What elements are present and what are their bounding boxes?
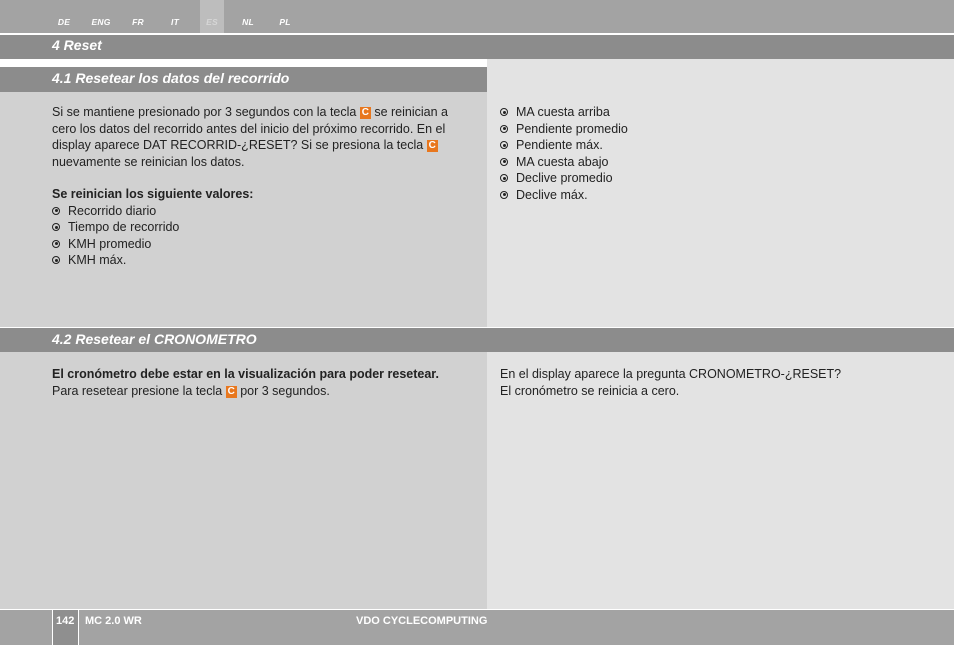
- section-header: [0, 35, 954, 59]
- bullet-icon: [500, 141, 508, 149]
- section-title: 4 Reset: [52, 37, 102, 53]
- c-key-icon: C: [428, 140, 436, 151]
- reset-paragraph: [52, 104, 467, 170]
- chrono-reset-line: El cronómetro se reinicia a cero.: [500, 383, 680, 398]
- subsection-header-4-2: [0, 328, 954, 352]
- subsection-title: 4.1 Resetear los datos del recorrido: [52, 70, 290, 86]
- subsection-4-1-left-text: [52, 104, 467, 269]
- list-item: KMH máx.: [52, 252, 467, 269]
- reset-paragraph-part-a: Si se mantiene presionado por 3 segundos con la tecla: [52, 105, 357, 119]
- list-item: MA cuesta abajo: [500, 154, 940, 171]
- subsection-4-1-right-text: [500, 104, 940, 203]
- bullet-icon: [52, 240, 60, 248]
- page-number: 142: [56, 615, 75, 627]
- list-item: Declive máx.: [500, 187, 940, 204]
- chrono-instruction-part-b: por 3 segundos.: [240, 383, 330, 398]
- lang-tab-eng[interactable]: ENG: [91, 17, 111, 27]
- model-name: MC 2.0 WR: [85, 615, 142, 627]
- list-item: MA cuesta arriba: [500, 104, 940, 121]
- subsection-4-2-right-text: [500, 366, 940, 399]
- bullet-icon: [500, 191, 508, 199]
- subsection-4-1-left-panel: [0, 92, 487, 327]
- list-item: Tiempo de recorrido: [52, 219, 467, 236]
- page-footer: [0, 610, 954, 645]
- bullet-icon: [500, 108, 508, 116]
- list-item: Declive promedio: [500, 170, 940, 187]
- subsection-4-2-right-panel: [487, 352, 954, 609]
- brand-name: VDO CYCLECOMPUTING: [356, 615, 488, 627]
- subsection-title: 4.2 Resetear el CRONOMETRO: [52, 331, 257, 347]
- lang-tab-it[interactable]: IT: [171, 17, 179, 27]
- subsection-4-2-left-panel: [0, 352, 487, 609]
- bullet-icon: [500, 158, 508, 166]
- bullet-icon: [500, 125, 508, 133]
- chrono-instruction-part-a: Para resetear presione la tecla: [52, 383, 223, 398]
- c-key-icon: C: [227, 385, 235, 397]
- subsection-4-2-left-text: [52, 366, 472, 399]
- lang-tab-pl[interactable]: PL: [279, 17, 291, 27]
- chrono-bold-note: El cronómetro debe estar en la visualización para poder resetear.: [52, 367, 439, 381]
- bullet-icon: [52, 207, 60, 215]
- bullet-icon: [500, 174, 508, 182]
- values-list-left: [52, 203, 467, 269]
- list-item: Recorrido diario: [52, 203, 467, 220]
- c-key-icon: C: [361, 107, 369, 118]
- values-heading: Se reinician los siguiente valores:: [52, 187, 254, 201]
- list-item: Pendiente máx.: [500, 137, 940, 154]
- subsection-4-1-right-panel: [487, 59, 954, 327]
- lang-tab-nl[interactable]: NL: [242, 17, 254, 27]
- chrono-display-line: En el display aparece la pregunta CRONOMETRO-¿RESET?: [500, 367, 842, 381]
- bullet-icon: [52, 256, 60, 264]
- bullet-icon: [52, 223, 60, 231]
- lang-tab-fr[interactable]: FR: [132, 17, 144, 27]
- lang-tab-de[interactable]: DE: [57, 17, 71, 27]
- chrono-instruction: [52, 383, 472, 400]
- list-item: Pendiente promedio: [500, 121, 940, 138]
- list-item: KMH promedio: [52, 236, 467, 253]
- lang-tab-es[interactable]: ES: [200, 0, 224, 33]
- language-bar: [0, 0, 954, 33]
- values-list-right: [500, 104, 940, 203]
- reset-paragraph-part-b: se reinician a cero los datos del recorrido antes del inicio del próximo recorrido. En el display aparece DAT RECORRID-¿RESET? Si se presiona la tecla: [52, 105, 448, 152]
- reset-paragraph-part-c: nuevamente se reinician los datos.: [52, 154, 245, 169]
